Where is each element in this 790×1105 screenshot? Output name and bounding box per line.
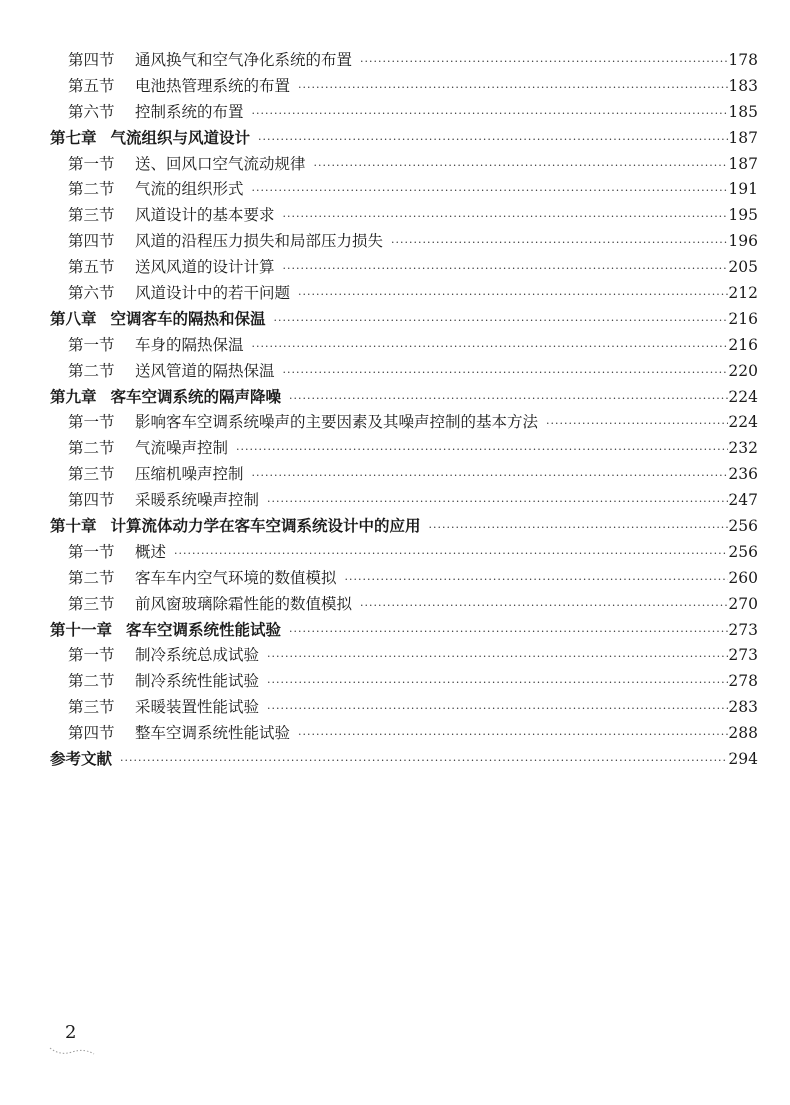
toc-entry-title: 气流噪声控制: [135, 439, 229, 458]
toc-entry-number: 第六节: [68, 284, 115, 303]
toc-entry-title: 气流的组织形式: [135, 180, 244, 199]
toc-entry-number: 第二节: [68, 439, 115, 458]
toc-entry-title: 影响客车空调系统噪声的主要因素及其噪声控制的基本方法: [135, 413, 539, 432]
toc-chapter-entry[interactable]: [50, 747, 758, 773]
toc-leader-dots: [263, 489, 728, 515]
toc-entry-number: 第二节: [68, 180, 115, 199]
toc-entry-title: 计算流体动力学在客车空调系统设计中的应用: [110, 517, 421, 536]
toc-entry-page: 256: [728, 542, 758, 561]
toc-section-entry[interactable]: [50, 695, 758, 721]
toc-section-entry[interactable]: [50, 229, 758, 255]
toc-leader-dots: [116, 748, 728, 774]
toc-entry-page: 247: [728, 491, 758, 510]
toc-leader-dots: [279, 360, 728, 386]
toc-section-entry[interactable]: [50, 177, 758, 203]
toc-section-entry[interactable]: [50, 669, 758, 695]
table-of-contents: [50, 48, 758, 773]
toc-section-entry[interactable]: [50, 721, 758, 747]
toc-entry-number: 第六节: [68, 102, 115, 121]
toc-entry-number: 第九章: [50, 387, 97, 406]
toc-entry-page: 220: [728, 361, 758, 380]
toc-leader-dots: [232, 437, 728, 463]
toc-entry-title: 通风换气和空气净化系统的布置: [135, 51, 353, 69]
toc-leader-dots: [387, 230, 728, 256]
toc-leader-dots: [170, 541, 728, 567]
toc-section-entry[interactable]: [50, 462, 758, 488]
toc-leader-dots: [279, 256, 728, 282]
toc-chapter-entry[interactable]: [50, 618, 758, 644]
toc-section-entry[interactable]: [50, 100, 758, 126]
toc-section-entry[interactable]: [50, 74, 758, 100]
toc-entry-title: 车身的隔热保温: [135, 335, 244, 354]
toc-entry-number: 第二节: [68, 361, 115, 380]
toc-entry-number: 第一节: [68, 335, 115, 354]
toc-entry-page: 283: [728, 698, 758, 717]
toc-entry-number: 第一节: [68, 154, 115, 173]
toc-entry-page: 196: [728, 232, 758, 251]
toc-entry-title: 气流组织与风道设计: [110, 128, 251, 147]
toc-leader-dots: [263, 670, 728, 696]
toc-leader-dots: [248, 101, 728, 127]
toc-section-entry[interactable]: [50, 281, 758, 307]
toc-entry-page: 191: [728, 180, 758, 199]
toc-entry-page: 256: [728, 517, 758, 536]
toc-entry-page: 224: [728, 413, 758, 432]
toc-entry-title: 整车空调系统性能试验: [135, 724, 291, 743]
toc-entry-title: 风道的沿程压力损失和局部压力损失: [135, 232, 384, 251]
toc-entry-number: 第三节: [68, 698, 115, 717]
toc-entry-title: 参考文献: [50, 750, 113, 769]
toc-section-entry[interactable]: [50, 48, 758, 74]
toc-leader-dots: [248, 334, 728, 360]
toc-entry-number: 第七章: [50, 128, 97, 147]
toc-entry-page: 187: [728, 154, 758, 173]
toc-entry-page: 205: [728, 258, 758, 277]
toc-entry-title: 制冷系统性能试验: [135, 672, 260, 691]
toc-section-entry[interactable]: [50, 436, 758, 462]
toc-chapter-entry[interactable]: [50, 385, 758, 411]
toc-entry-number: 第三节: [68, 465, 115, 484]
toc-leader-dots: [254, 127, 728, 153]
toc-entry-page: 185: [728, 102, 758, 121]
toc-entry-title: 客车车内空气环境的数值模拟: [135, 568, 337, 587]
toc-entry-number: 第三节: [68, 206, 115, 225]
toc-entry-title: 风道设计中的若干问题: [135, 284, 291, 303]
toc-section-entry[interactable]: [50, 566, 758, 592]
toc-entry-number: 第四节: [68, 724, 115, 743]
toc-leader-dots: [294, 75, 728, 101]
toc-entry-title: 送、回风口空气流动规律: [135, 154, 306, 173]
toc-entry-page: 232: [728, 439, 758, 458]
toc-entry-title: 空调客车的隔热和保温: [110, 309, 266, 328]
toc-entry-number: 第三节: [68, 594, 115, 613]
toc-entry-title: 送风管道的隔热保温: [135, 361, 275, 380]
toc-entry-number: 第十章: [50, 517, 97, 536]
toc-leader-dots: [294, 282, 728, 308]
toc-leader-dots: [279, 204, 728, 230]
toc-entry-title: 采暖装置性能试验: [135, 698, 260, 717]
toc-entry-title: 风道设计的基本要求: [135, 206, 275, 225]
toc-entry-page: 178: [728, 51, 758, 69]
toc-entry-page: 224: [728, 387, 758, 406]
toc-entry-page: 273: [728, 646, 758, 665]
toc-entry-title: 概述: [135, 542, 167, 561]
toc-leader-dots: [248, 178, 728, 204]
toc-section-entry[interactable]: [50, 592, 758, 618]
toc-leader-dots: [542, 411, 728, 437]
toc-section-entry[interactable]: [50, 410, 758, 436]
toc-entry-number: 第一节: [68, 542, 115, 561]
toc-section-entry[interactable]: [50, 488, 758, 514]
toc-leader-dots: [341, 567, 728, 593]
toc-entry-page: 183: [728, 76, 758, 95]
toc-entry-title: 客车空调系统性能试验: [126, 620, 282, 639]
toc-chapter-entry[interactable]: [50, 307, 758, 333]
page-number: 2: [65, 1022, 77, 1043]
toc-entry-page: 187: [728, 128, 758, 147]
toc-entry-number: 第一节: [68, 413, 115, 432]
toc-entry-number: 第五节: [68, 258, 115, 277]
toc-entry-page: 236: [728, 465, 758, 484]
toc-entry-title: 采暖系统噪声控制: [135, 491, 260, 510]
page-footer: [48, 1022, 98, 1062]
toc-entry-title: 制冷系统总成试验: [135, 646, 260, 665]
toc-chapter-entry[interactable]: [50, 514, 758, 540]
toc-entry-number: 第四节: [68, 491, 115, 510]
toc-leader-dots: [356, 49, 728, 75]
toc-entry-number: 第十一章: [50, 620, 113, 639]
toc-section-entry[interactable]: [50, 643, 758, 669]
toc-entry-title: 控制系统的布置: [135, 102, 244, 121]
toc-entry-title: 送风风道的设计计算: [135, 258, 275, 277]
toc-entry-page: 260: [728, 568, 758, 587]
toc-section-entry[interactable]: [50, 540, 758, 566]
toc-leader-dots: [263, 644, 728, 670]
toc-chapter-entry[interactable]: [50, 126, 758, 152]
toc-entry-title: 前风窗玻璃除霜性能的数值模拟: [135, 594, 353, 613]
toc-section-entry[interactable]: [50, 359, 758, 385]
toc-entry-page: 195: [728, 206, 758, 225]
toc-entry-page: 216: [728, 335, 758, 354]
toc-entry-page: 278: [728, 672, 758, 691]
toc-entry-page: 212: [728, 284, 758, 303]
toc-entry-page: 273: [728, 620, 758, 639]
toc-leader-dots: [248, 463, 728, 489]
toc-leader-dots: [270, 308, 728, 334]
toc-leader-dots: [425, 515, 728, 541]
toc-entry-number: 第四节: [68, 51, 115, 69]
toc-entry-number: 第一节: [68, 646, 115, 665]
toc-entry-number: 第二节: [68, 672, 115, 691]
toc-entry-page: 216: [728, 309, 758, 328]
toc-section-entry[interactable]: [50, 203, 758, 229]
toc-entry-number: 第四节: [68, 232, 115, 251]
toc-entry-title: 客车空调系统的隔声降噪: [110, 387, 282, 406]
toc-leader-dots: [285, 386, 728, 412]
toc-leader-dots: [263, 696, 728, 722]
page-ornament-icon: [48, 1046, 96, 1058]
toc-entry-page: 288: [728, 724, 758, 743]
toc-leader-dots: [356, 593, 728, 619]
toc-entry-number: 第二节: [68, 568, 115, 587]
toc-section-entry[interactable]: [50, 333, 758, 359]
toc-leader-dots: [285, 619, 728, 645]
toc-leader-dots: [310, 153, 728, 179]
toc-entry-number: 第五节: [68, 76, 115, 95]
toc-entry-title: 压缩机噪声控制: [135, 465, 244, 484]
toc-entry-number: 第八章: [50, 309, 97, 328]
toc-entry-page: 270: [728, 594, 758, 613]
toc-section-entry[interactable]: [50, 255, 758, 281]
toc-leader-dots: [294, 722, 728, 748]
toc-section-entry[interactable]: [50, 152, 758, 178]
toc-entry-title: 电池热管理系统的布置: [135, 76, 291, 95]
toc-entry-page: 294: [728, 750, 758, 769]
